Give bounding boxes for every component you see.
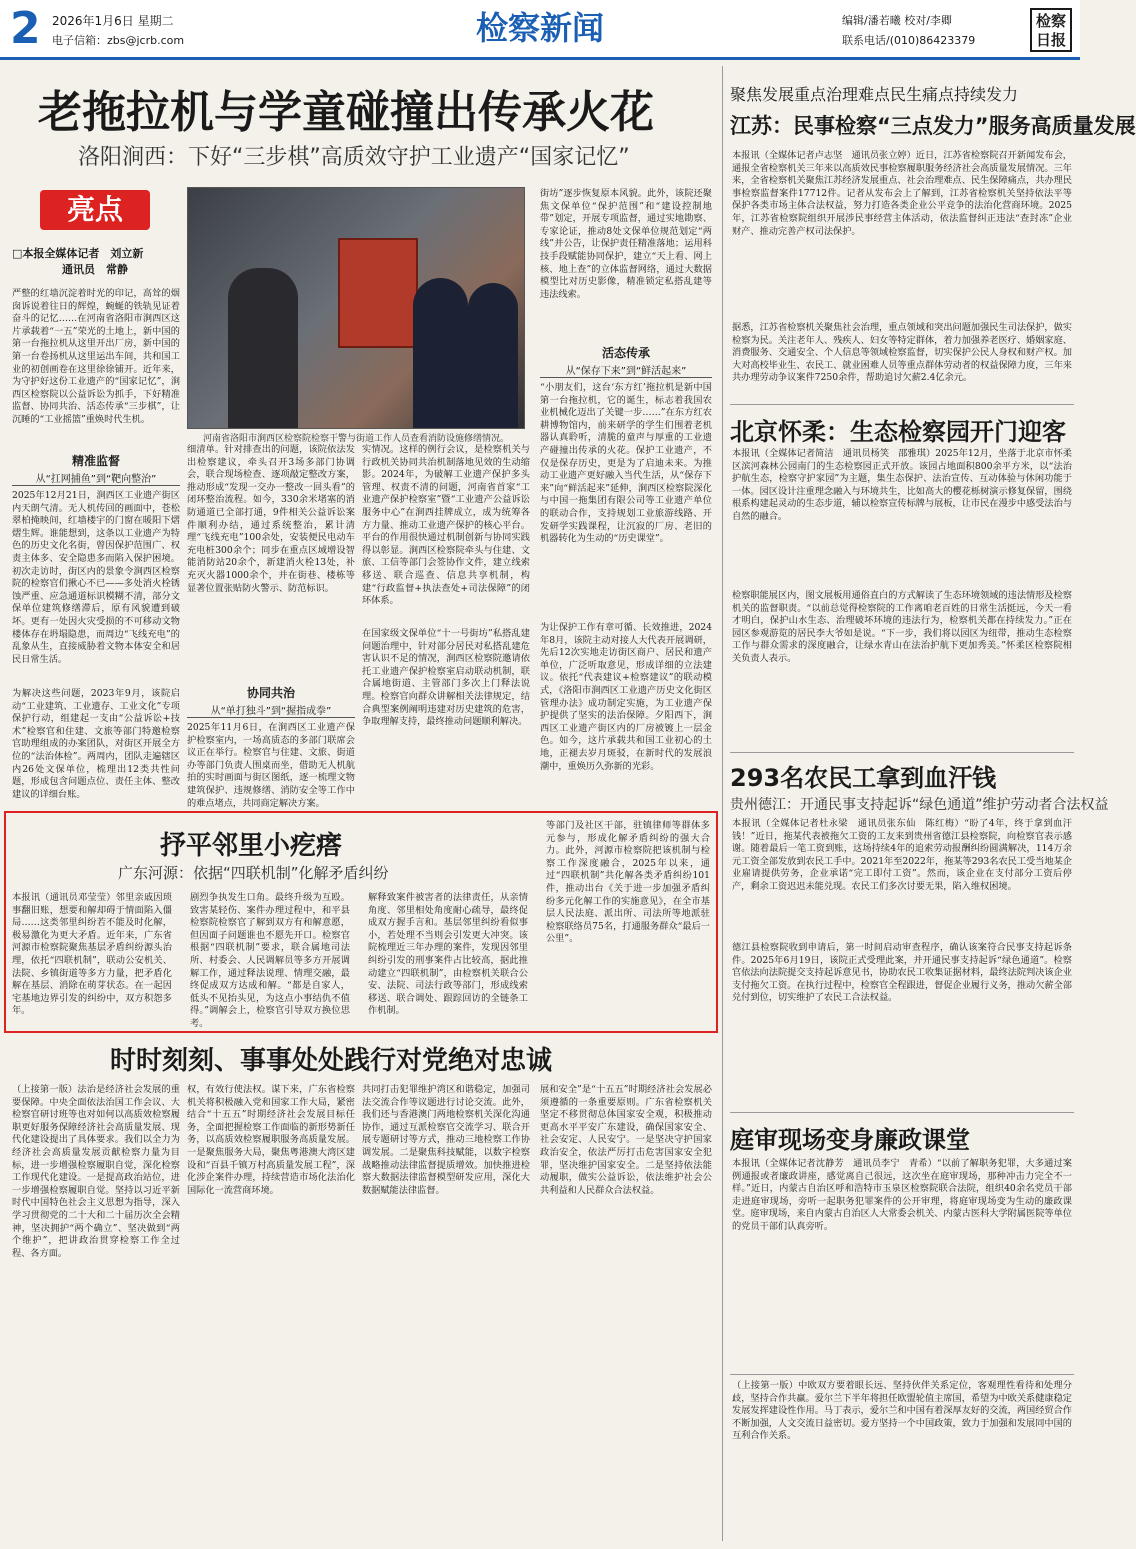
lead-col4-body: 街坊”逐步恢复原本风貌。此外，该院还聚焦文保单位“保护范围”和“建设控制地带”划定，开展专项监督，通过实地勘察、专家论证，推动8处文保单位规范划定“两线”并公告，让保护责任精准落地；运用科技手段赋能协同保护，建立“天上看、网上核、地上查”的立体监督网络，通过大数据模型比对历史影像，精准锁定私搭乱建等违法线索。 [540,188,712,300]
lead-col4-body3: 为让保护工作有章可循、长效推进，2024年8月，该院主动对接人大代表开展调研，先后12次实地走访街区商户、居民和遗产单位，广泛听取意见，形成详细的立法建议。依托“代表建议+检察建议”的联动模式，《洛阳市涧西区工业遗产历史文化街区管理办法》成功制定实施，为工业遗产保护提供了坚实的法治保障。夕阳西下，涧西区工业遗产街区内的厂房被镀上一层金色。如今，这片承载共和国工业初心的土地，正褪去岁月斑驳，在新时代的发展浪潮中，重焕历久弥新的光彩。 [540,622,712,772]
second-headline: 时时刻刻、事事处处践行对党绝对忠诚 [110,1046,553,1076]
section-head-living: 活态传承 [601,346,650,360]
right-dejiang-body: 本报讯（全媒体记者杜永梁 通讯员张东仙 陈红梅）“盼了4年，终于拿到血汗钱！”近日，拖某代表被拖欠工资的工友来到贵州省德江县检察院，向检察官表示感谢。随着最后一笔工资到账，这场持续4年的追索劳动报酬纠纷圆满解决，114万余元工资全部发放到农民工手中。2021年至2022年，拖某等293名农民工受当地某企业雇请提供劳务，企业承诺“完工即付工资”。然而，该企业在支付部分工资后停产，剩余工资迟迟未能兑现。农民工们多次讨要无果，陷入维权困境。 [732,818,1072,892]
right-headline-courtroom: 庭审现场变身廉政课堂 [730,1126,970,1154]
photo-caption: 河南省洛阳市涧西区检察院检察干警与街道工作人员查看消防设施修缮情况。 [202,434,509,444]
lead-col4-body2: “小朋友们，这台‘东方红’拖拉机是新中国第一台拖拉机，它的诞生，标志着我国农业机械化迈出了关键一步……”在东方红农耕博物馆内，前来研学的学生们围着老机器认真聆听，清脆的童声与厚重的工业遗产碰撞出传承的火花。保护工业遗产，不仅是保存历史，更是为了启迪未来。为推动工业遗产更好融入当代生活，从“保存下来”向“鲜活起来”延伸，涧西区检察院深化与中国一拖集团有限公司等工业遗产单位的联动合作，支持规划工业旅游线路、开发研学实践课程，让沉寂的厂房、老旧的机器转化为生动的“历史课堂”。 [540,382,712,545]
boxed-story-headline: 抒平邻里小疙瘩 [160,831,343,861]
lead-col1-body: 2025年12月21日，涧西区工业遗产街区内天朗气清。无人机传回的画面中，苍松翠柏掩映间，红墙楼宇的门窗在暖阳下熠熠生辉。谁能想到，这条以工业遗产为特色的历史文化名街，曾因保护范围广、权责主体多、安全隐患多而陷入保护困境。初次走访时，街区内的景象令涧西区检察院的检察官们揪心不已——多处消火栓锈蚀严重、应急通道标识模糊不清，部分文保单位建筑修缮滞后，原有风貌遭到破坏。更有一处因火灾受损的不可移动文物楼体存在坍塌隐患，而周边“飞线充电”的乱象从生，直接威胁着文物本体安全和居民日常生活。 [12,490,180,665]
lead-col1-intro: 严整的红墙沉淀着时光的印记，高耸的烟囱诉说着往日的辉煌，蜿蜒的铁轨见证着奋斗的记忆……在河南省洛阳市涧西区这片承载着“一五”荣光的土地上，新中国的第一台拖拉机从这里开出厂房，新中国的第一台卷扬机从这里运出车间，共和国工业的初创画卷在这里徐徐铺开。近年来，为守护好这份工业遗产的“国家记忆”，涧西区检察院以公益诉讼为抓手，下好精准监督、协同共治、活态传承“三步棋”，让沉睡的“工业摇篮”重焕时代生机。 [12,288,180,425]
lead-col3-body: 实情况。这样的例行会议，是检察机关与行政机关协同共治机制落地见效的生动缩影。2024年，为破解工业遗产保护多头管理、权责不清的问题，河南省首家“工业遗产保护检察室”暨“工业遗产公益诉讼服务中心”在涧西挂牌成立，成为统筹各方力量、推动工业遗产保护的核心平台。平台的作用很快通过机制创新与协同实践得以彰显。涧西区检察院牵头与住建、文旅、工信等部门会签协作文件，建立线索移送、联合巡查、信息共享机制，构建“行政监督+执法查处+司法保障”的闭环体系。 [362,444,530,607]
boxed-col3: 解释致案件被害者的法律责任，从亲情角度、邻里相处角度耐心疏导，最终促成双方握手言和。基层邻里纠纷看似事小，若处理不当则会引发更大冲突。该院梳理近三年办理的案件，发现因邻里纠纷引发的刑事案件占比较高，据此推动建立“四联机制”，由检察机关联合公安、法院、司法行政等部门，形成线索移送、联合调处、跟踪回访的全链条工作机制。 [368,892,528,1017]
right-continued-body: （上接第一版）中欧双方要着眼长远、坚持伙伴关系定位，客观理性看待和处理分歧，坚持合作共赢。爱尔兰下半年将担任欧盟轮值主席国，希望为中欧关系健康稳定发展发挥建设性作用。马丁表示，爱尔兰和中国有着深厚友好的交流，两国经贸合作不断加强，人文交流日益密切。爱方坚持一个中国政策，致力于加强和发展同中国的互利合作关系。 [732,1380,1072,1442]
right-jiangsu-body: 本报讯（全媒体记者卢志坚 通讯员张立婷）近日，江苏省检察院召开新闻发布会，通报全省检察机关三年来以高质效民事检察履职服务经济社会高质量发展情况。三年来，全省检察机关聚焦江苏经济发展重点、社会治理难点、民生保障痛点，共办理民事检察监督案件17712件。记者从发布会上了解到，江苏省检察机关坚持依法平等保护各类市场主体合法权益，努力打造各类企业公平竞争的法治化营商环境。2025年，江苏省检察院组织开展涉民事经营主体活动，依法监督纠正违法“查封冻”企业财产、推动完善产权司法保护。 [732,150,1072,237]
editors-credit: 编辑/潘若曦 校对/李卿 [842,14,952,27]
highlight-badge: 亮点 [40,190,150,230]
lead-col3-body2: 在国家级文保单位“十一号街坊”私搭乱建问题治理中，针对部分居民对私搭乱建危害认识不足的情况，涧西区检察院邀请依托工业遗产保护检察室启动联动机制，联合属地街道、主管部门多次上门释法说理。检察官向群众讲解相关法律规定，结合典型案例阐明违建对历史建筑的危害，争取理解支持，最终推动问题顺利解决。 [362,628,530,728]
fire-cabinet-image [338,238,418,348]
right-jiangsu-body2: 据悉，江苏省检察机关聚焦社会治理，重点领域和突出问题加强民生司法保护，做实检察为民。关注老年人、残疾人、妇女等特定群体，着力加强养老医疗、婚姻家庭、消费服务、交通安全、个人信息等领域检察监督，切实保护公民人身权和财产权。加大对高校毕业生、农民工、就业困难人员等重点群体劳动者的权益保障力度，三年来共办理劳动争议案件7250余件，帮助追讨欠薪2.4亿余元。 [732,322,1072,384]
section-head-cooperate: 协同共治 [246,686,295,700]
boxed-story-subhead: 广东河源：依据“四联机制”化解矛盾纠纷 [118,864,389,882]
right-headline-huairou: 北京怀柔：生态检察园开门迎客 [730,418,1066,446]
lead-subhead: 洛阳涧西：下好“三步棋”高质效守护工业遗产“国家记忆” [78,145,630,170]
right-subhead-dejiang: 贵州德江：开通民事支持起诉“绿色通道”维护劳动者合法权益 [730,797,1109,813]
boxed-col2: 剧烈争执发生口角。最终升级为互殴。致害某轻伤、案件办理过程中，和平县检察院检察官了解到双方有和解意愿，但因面子问题谁也不愿先开口。检察官根据“四联机制”要求，联合属地司法所、村委会、人民调解员等多方开展调解工作，通过释法说理、情理交融，最终促成双方达成和解。“都是自家人，低头不见抬头见，为这点小事结仇不值得。”调解会上，检察官引导双方换位思考。 [190,892,350,1029]
boxed-col4: 等部门及社区干部，驻镇律师等群体多元参与，形成化解矛盾纠纷的强大合力。此外，河源市检察院把该机制与检察工作深度融合，2025年以来，通过“四联机制”共化解各类矛盾纠纷101件，推动出台《关于进一步加强矛盾纠纷多元化解工作的实施意见》，在全市基层人民法庭、派出所、司法所等地派驻检察联络员75名，打通服务群众“最后一公里”。 [546,820,710,945]
lead-headline: 老拖拉机与学童碰撞出传承火花 [38,87,654,138]
contact-email: 电子信箱：zbs@jcrb.com [52,34,185,47]
lead-photo [187,187,525,429]
section-sub-living: 从“保存下来”到“鲜活起来” [540,362,712,378]
byline-correspondent: 通讯员 常静 [62,263,128,276]
lead-col1-body2: 为解决这些问题，2023年9月，该院启动“工业建筑、工业遗存、工业文化”专项保护行动，组建起一支由“公益诉讼+技术”检察官和住建、文旅等部门特邀检察官助理组成的办案团队，对街区开展全方位的“法治体检”。两周内，团队走遍辖区内26处文保单位，梳理出12类共性问题，形成包含问题点位、责任主体、整改建议的详细台账。 [12,688,180,800]
section-head-precise: 精准监督 [71,454,120,468]
lead-col2-body: 细清单。针对排查出的问题，该院依法发出检察建议，牵头召开3场多部门协调会，联合现场检查、逐项敲定整改方案，推动形成“发现一交办一整改一回头看”的闭环整治流程。如今，330余米堵塞的消防通道已全部打通，9件相关公益诉讼案件顺利办结，通过系统整治，累计清理“飞线充电”100余处，安装便民电动车充电桩300余个；同步在重点区域增设智能消防站20余个，新建消火栓13处，补充灭火器1000余个，并在街巷、楼栋等显著位置张贴防火警示、防范标识。 [187,444,355,594]
column-divider [722,66,723,1541]
second-col2: 权，有效行使法权。谋下来，广东省检察机关将积极融入党和国家工作大局，紧密结合“十五五”时期经济社会发展目标任务，全面把握检察工作面临的新形势新任务，以高质效检察履职服务高质量发展。一是聚焦服务大局，聚焦粤港澳大湾区建设和“百县千镇万村高质量发展工程”，深化涉企案件办理，持续营造市场化法治化国际化一流营商环境。 [187,1084,355,1196]
second-col3: 共同打击犯罪维护湾区和谐稳定，加强司法交流合作等议题进行讨论交流。此外，我们还与香港澳门两地检察机关深化沟通协作，通过互派检察官交流学习、联合开展专题研讨等方式，推动三地检察工作协调发展。二是聚焦科技赋能，以数字检察战略推动法律监督提质增效。加快推进检察大数据法律监督模型研发应用，深化大数据赋能法律监督。 [362,1084,530,1196]
right-headline-jiangsu: 江苏：民事检察“三点发力”服务高质量发展 [730,114,1136,138]
masthead [0,0,1080,60]
section-sub-precise: 从“扛网捕鱼”到“靶向整治” [12,470,180,486]
byline-reporter: □本报全媒体记者 刘立新 [12,247,144,260]
newspaper-logo: 检察日报 [1030,8,1072,52]
right-huairou-body: 本报讯（全媒体记者简洁 通讯员杨笑 邵雅琪）2025年12月，坐落于北京市怀柔区滨河森林公园南门的生态检察园正式开放。该园占地面积800余平方米，以“法治护航生态，检察守护家园”为主题，集生态保护、法治宣传、互动体验与休闲功能于一体。园区设计注重理念融入与环境共生，比如高大的樱花栎树演示修复保留，围绕根系构建起灵动的生态步道，辅以检察宣传标牌与展板，让市民在漫步中感受法治与自然的融合。 [732,448,1072,522]
lead-byline [12,246,172,278]
lead-col2-body2: 2025年11月6日，在涧西区工业遗产保护检察室内，一场高质态的多部门联席会议正在举行。检察官与住建、文旅、街道办等部门负责人围桌而坐，借助无人机航拍的实时画面与街区图纸，逐一梳理文物建筑保护、违规修缮、消防安全等工作中的难点堵点，共同商定解决方案。 [187,722,355,809]
boxed-col1: 本报讯（通讯员邓莹莹）邻里亲戚因琐事翻旧账，想要和解却碍于情面陷入僵局……这类邻里纠纷若不能及时化解，极易激化为更大矛盾。近年来，广东省河源市检察院聚焦基层矛盾纠纷源头治理，依托“四联机制”，联动公安机关、法院、乡镇街道等多方力量，把矛盾化解在基层、消除在萌芽状态。在一起因宅基地边界引发的纠纷中，双方积怨多年。 [12,892,172,1017]
issue-date: 2026年1月6日 星期二 [52,14,174,28]
right-headline-dejiang: 293名农民工拿到血汗钱 [730,764,997,792]
section-sub-cooperate: 从“单打独斗”到“握指成拳” [187,702,355,718]
right-courtroom-body: 本报讯（全媒体记者沈静芳 通讯员李宁 青希）“以前了解职务犯罪，大多通过案例通报或者廉政讲座，感觉离自己很远，这次坐在庭审现场，那种冲击力完全不一样。”近日，内蒙古自治区呼和浩特市玉泉区检察院联合法院，组织40余名党员干部走进庭审现场，旁听一起职务犯罪案件的公开审理，将庭审现场变为生动的廉政课堂。庭审现场，来自内蒙古自治区人大常委会机关、内蒙古医科大学附属医院等单位的党员干部们认真旁听。 [732,1158,1072,1232]
page-number: 2 [10,3,41,54]
section-title: 检察新闻 [475,9,604,47]
right-huairou-body2: 检察职能展区内，图文展板用通俗直白的方式解读了生态环境领域的违法情形及检察机关的监督职责。“以前总觉得检察院的工作离咱老百姓的日常生活挺远，今天一看才明白，保护山水生态、治理破坏环境的违法行为，检察机关都在持续发力。”正在园区参观游览的居民李大爷如是说。“下一步，我们将以园区为纽带，推动生态检察工作与群众需求的深度融合，让绿水青山在法治护航下更加秀美。”怀柔区检察院相关负责人表示。 [732,590,1072,664]
right-dejiang-body2: 德江县检察院收到申请后，第一时间启动审查程序，确认该案符合民事支持起诉条件。2025年6月19日，该院正式受理此案，并开通民事支持起诉“绿色通道”。检察官依法向法院提交支持起诉意见书，协助农民工收集证据材料，最终法院判决该企业支付拖欠工资。在执行过程中，检察官全程跟进，督促企业履行义务，推动欠薪全部兑付到位，切实维护了农民工合法权益。 [732,942,1072,1004]
second-col1: （上接第一版）法治是经济社会发展的重要保障。中央全面依法治国工作会议、大检察官研讨班等也对如何以高质效检察履职更好服务保障经济社会高质量发展、现代化建设提出了具体要求。我们以全力为经济社会高质量发展贡献检察力量为目标，进一步增强检察履职自觉，深化检察工作现代化建设。一是提高政治站位，进一步增强检察履职自觉。坚持以习近平新时代中国特色社会主义思想为指导，深入学习贯彻党的二十大和二十届历次全会精神，坚决拥护“两个确立”、坚决做到“两个维护”，把讲政治贯穿检察工作全过程、各方面。 [12,1084,180,1259]
second-col4: 展和安全”是“十五五”时期经济社会发展必须遵循的一条重要原则。广东省检察机关坚定不移贯彻总体国家安全观，积极推动更高水平平安广东建设，确保国家安全、社会安定、人民安宁。一是坚决守护国家政治安全，依法严厉打击危害国家安全犯罪，坚决维护国家安全。二是坚持依法能动履职，做实公益诉讼，依法维护社会公共利益和人民群众合法权益。 [540,1084,712,1196]
right-kicker: 聚焦发展重点治理难点民生痛点持续发力 [730,85,1019,104]
contact-phone: 联系电话/(010)86423379 [842,34,976,47]
